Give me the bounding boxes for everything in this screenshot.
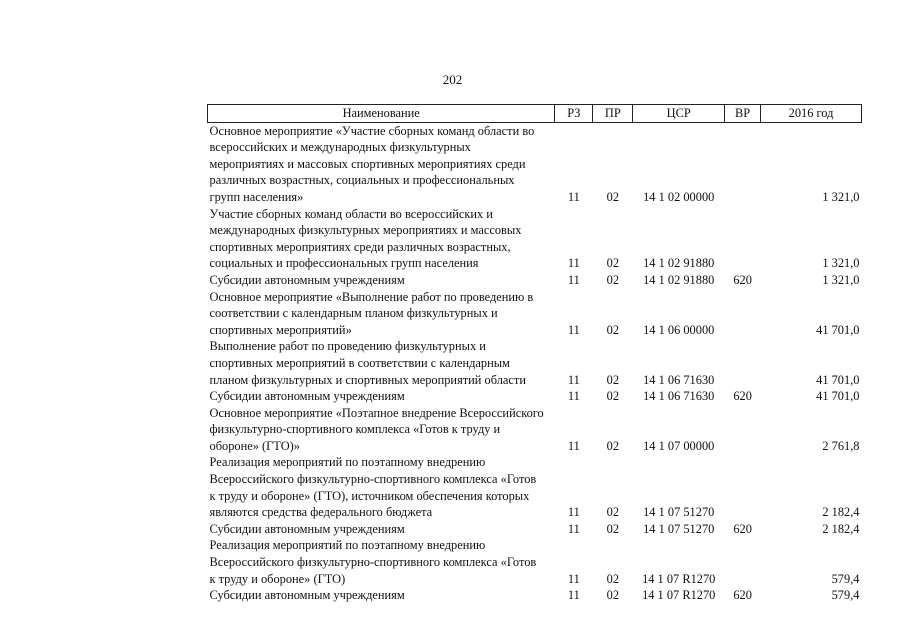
row-csr: 14 1 07 R1270 (642, 571, 716, 586)
row-name-line: к труду и обороне» (ГТО) (209, 571, 346, 586)
row-pr: 02 (606, 389, 620, 404)
row-vr (725, 405, 761, 455)
row-name-line: групп населения» (209, 189, 304, 204)
row-pr: 02 (606, 272, 620, 287)
row-rz: 11 (567, 521, 580, 536)
row-name (208, 122, 555, 205)
row-amount: 2 761,8 (822, 438, 860, 453)
row-name (208, 206, 555, 272)
row-name-line: спортивных мероприятий» (209, 322, 352, 337)
row-rz: 11 (567, 438, 580, 453)
row-vr (725, 289, 761, 339)
row-vr (725, 454, 761, 520)
row-name (208, 537, 555, 587)
table-body (208, 122, 862, 604)
row-name-line: обороне» (ГТО)» (209, 438, 300, 453)
row-name-line: Участие сборных команд области во всероссийских и (209, 206, 493, 221)
page-number: 202 (442, 72, 463, 87)
row-csr: 14 1 02 00000 (643, 189, 715, 204)
row-name (208, 272, 555, 289)
row-vr (725, 537, 761, 587)
row-name-line: физкультурно-спортивного комплекса «Готов к труду и (209, 422, 501, 437)
row-amount: 1 321,0 (822, 272, 860, 287)
row-name (208, 338, 555, 388)
row-name (208, 454, 555, 520)
row-name-line: Всероссийского физкультурно-спортивного комплекса «Готов (209, 472, 537, 487)
row-amount: 1 321,0 (822, 189, 860, 204)
row-pr: 02 (606, 438, 620, 453)
row-vr (725, 338, 761, 388)
row-name-line: являются средства федерального бюджета (209, 505, 433, 520)
row-name-line: Субсидии автономным учреждениям (209, 389, 405, 404)
row-amount: 2 182,4 (822, 521, 860, 536)
row-name-line: различных возрастных, социальных и профессиональных (209, 173, 515, 188)
row-csr: 14 1 07 51270 (643, 521, 715, 536)
row-name-line: к труду и обороне» (ГТО), источником обеспечения которых (209, 488, 530, 503)
row-name-line: Основное мероприятие «Выполнение работ по проведению в (209, 289, 534, 304)
row-name-line: Основное мероприятие «Поэтапное внедрение Всероссийского (209, 405, 544, 420)
header-csr: ЦСР (633, 105, 725, 123)
row-pr: 02 (606, 189, 620, 204)
row-name (208, 289, 555, 339)
table-row (208, 338, 862, 388)
row-name (208, 521, 555, 538)
row-rz: 11 (567, 505, 580, 520)
row-vr: 620 (733, 588, 752, 603)
row-csr: 14 1 06 71630 (643, 372, 715, 387)
row-name-line: планом физкультурных и спортивных мероприятий области (209, 372, 526, 387)
table-row (208, 405, 862, 455)
row-vr (725, 122, 761, 205)
row-name-line: международных физкультурных мероприятиях и массовых (209, 223, 522, 238)
row-rz: 11 (567, 389, 580, 404)
table-header-row (208, 105, 862, 123)
row-name-line: Субсидии автономным учреждениям (209, 588, 405, 603)
row-name-line: спортивных мероприятий в соответствии с календарным (209, 355, 510, 370)
row-name-line: мероприятиях и массовых спортивных мероприятиях среди (209, 156, 526, 171)
table-row (208, 454, 862, 520)
row-rz: 11 (567, 189, 580, 204)
row-pr: 02 (606, 571, 620, 586)
table-row (208, 521, 862, 538)
table-row (208, 272, 862, 289)
row-name (208, 587, 555, 604)
row-csr: 14 1 07 00000 (643, 438, 715, 453)
row-rz: 11 (567, 256, 580, 271)
row-csr: 14 1 07 R1270 (642, 588, 716, 603)
row-amount: 1 321,0 (822, 256, 860, 271)
row-vr: 620 (733, 272, 752, 287)
row-name-line: всероссийских и международных физкультурных (209, 140, 471, 155)
header-amount: 2016 год (761, 105, 862, 123)
row-amount: 579,4 (831, 571, 860, 586)
row-name (208, 388, 555, 405)
table-row (208, 388, 862, 405)
row-pr: 02 (606, 521, 620, 536)
row-amount: 41 701,0 (816, 322, 860, 337)
row-name-line: соответствии с календарным планом физкультурных и (209, 306, 498, 321)
row-csr: 14 1 02 91880 (643, 256, 715, 271)
budget-table (207, 104, 862, 604)
header-rz: РЗ (555, 105, 593, 123)
row-vr: 620 (733, 389, 752, 404)
row-name-line: Реализация мероприятий по поэтапному внедрению (209, 455, 486, 470)
table-row (208, 122, 862, 205)
row-name-line: спортивных мероприятиях среди различных возрастных, (209, 239, 511, 254)
row-amount: 41 701,0 (816, 372, 860, 387)
row-amount: 579,4 (831, 588, 860, 603)
header-name: Наименование (208, 105, 555, 123)
row-rz: 11 (567, 322, 580, 337)
row-pr: 02 (606, 372, 620, 387)
row-amount: 41 701,0 (816, 389, 860, 404)
row-name-line: Субсидии автономным учреждениям (209, 521, 405, 536)
row-name-line: Субсидии автономным учреждениям (209, 272, 405, 287)
row-name-line: Реализация мероприятий по поэтапному внедрению (209, 538, 486, 553)
row-pr: 02 (606, 505, 620, 520)
row-rz: 11 (567, 588, 580, 603)
header-pr: ПР (593, 105, 633, 123)
row-amount: 2 182,4 (822, 505, 860, 520)
row-name-line: Основное мероприятие «Участие сборных команд области во (209, 123, 535, 138)
row-csr: 14 1 06 00000 (643, 322, 715, 337)
row-rz: 11 (567, 571, 580, 586)
row-name (208, 405, 555, 455)
row-vr: 620 (733, 521, 752, 536)
row-csr: 14 1 02 91880 (643, 272, 715, 287)
table-row (208, 289, 862, 339)
row-rz: 11 (567, 272, 580, 287)
header-vr: ВР (725, 105, 761, 123)
table-row (208, 537, 862, 587)
row-name-line: социальных и профессиональных групп населения (209, 256, 479, 271)
table-row (208, 587, 862, 604)
row-pr: 02 (606, 588, 620, 603)
row-pr: 02 (606, 256, 620, 271)
table-row (208, 206, 862, 272)
row-name-line: Выполнение работ по проведению физкультурных и (209, 339, 486, 354)
row-vr (725, 206, 761, 272)
row-csr: 14 1 07 51270 (643, 505, 715, 520)
row-pr: 02 (606, 322, 620, 337)
row-csr: 14 1 06 71630 (643, 389, 715, 404)
row-rz: 11 (567, 372, 580, 387)
row-name-line: Всероссийского физкультурно-спортивного комплекса «Готов (209, 555, 537, 570)
